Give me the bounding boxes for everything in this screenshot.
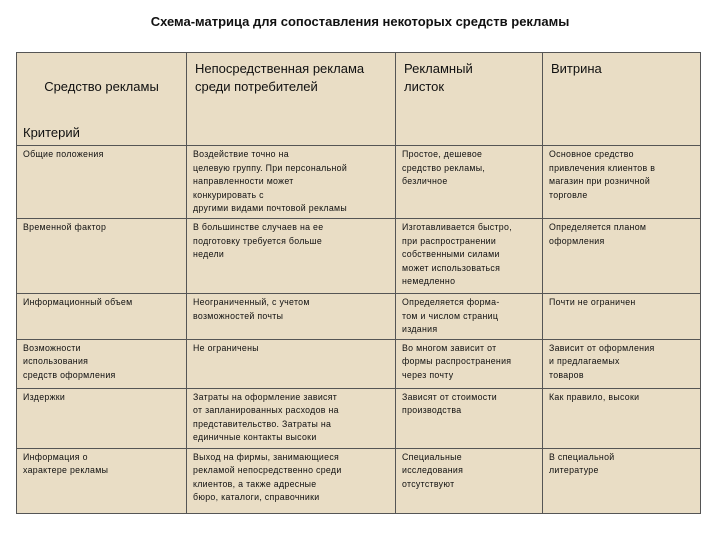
table-cell: Неограниченный, с учетом возможностей почты [187, 294, 396, 340]
table-row [17, 294, 701, 340]
table-cell: Выход на фирмы, занимающиеся рекламой непосредственно среди клиентов, а также адресные бюро, каталоги, справочники [187, 448, 396, 513]
table-cell: Воздействие точно на целевую группу. При персональной направленности может конкурировать с другими видами почтовой рекламы [187, 146, 396, 219]
row-criterion: Общие положения [17, 146, 187, 219]
comparison-matrix-table [16, 52, 701, 514]
table-row [17, 448, 701, 513]
table-cell: Определяется форма- том и числом страниц издания [396, 294, 543, 340]
table-cell: В большинстве случаев на ее подготовку требуется больше недели [187, 219, 396, 294]
row-criterion: Возможности использования средств оформления [17, 339, 187, 388]
row-criterion: Информационный объем [17, 294, 187, 340]
table-cell: В специальной литературе [543, 448, 701, 513]
table-cell: Изготавливается быстро, при распространении собственными силами может использоваться немедленно [396, 219, 543, 294]
corner-header-bottom: Критерий [23, 125, 80, 140]
table-cell: Простое, дешевое средство рекламы, безличное [396, 146, 543, 219]
table-row [17, 388, 701, 448]
table-cell: Во многом зависит от формы распространения через почту [396, 339, 543, 388]
table-row [17, 146, 701, 219]
page-title: Схема-матрица для сопоставления некоторых средств рекламы [150, 14, 570, 29]
table-cell: Зависят от стоимости производства [396, 388, 543, 448]
row-criterion: Информация о характере рекламы [17, 448, 187, 513]
table-cell: Зависит от оформления и предлагаемых товаров [543, 339, 701, 388]
table-cell: Определяется планом оформления [543, 219, 701, 294]
table-cell: Основное средство привлечения клиентов в магазин при розничной торговле [543, 146, 701, 219]
row-criterion: Издержки [17, 388, 187, 448]
table-cell: Не ограничены [187, 339, 396, 388]
table-row [17, 219, 701, 294]
corner-header-cell [17, 53, 187, 146]
table-cell: Почти не ограничен [543, 294, 701, 340]
corner-header-top: Средство рекламы [44, 79, 159, 94]
column-header: Непосредственная реклама среди потребителей [187, 53, 396, 146]
table-row [17, 339, 701, 388]
table-cell: Специальные исследования отсутствуют [396, 448, 543, 513]
table-header-row [17, 53, 701, 146]
column-header: Витрина [543, 53, 701, 146]
table-cell: Затраты на оформление зависят от запланированных расходов на представительство. Затраты на единичные контакты высоки [187, 388, 396, 448]
row-criterion: Временной фактор [17, 219, 187, 294]
column-header: Рекламный листок [396, 53, 543, 146]
table-cell: Как правило, высоки [543, 388, 701, 448]
